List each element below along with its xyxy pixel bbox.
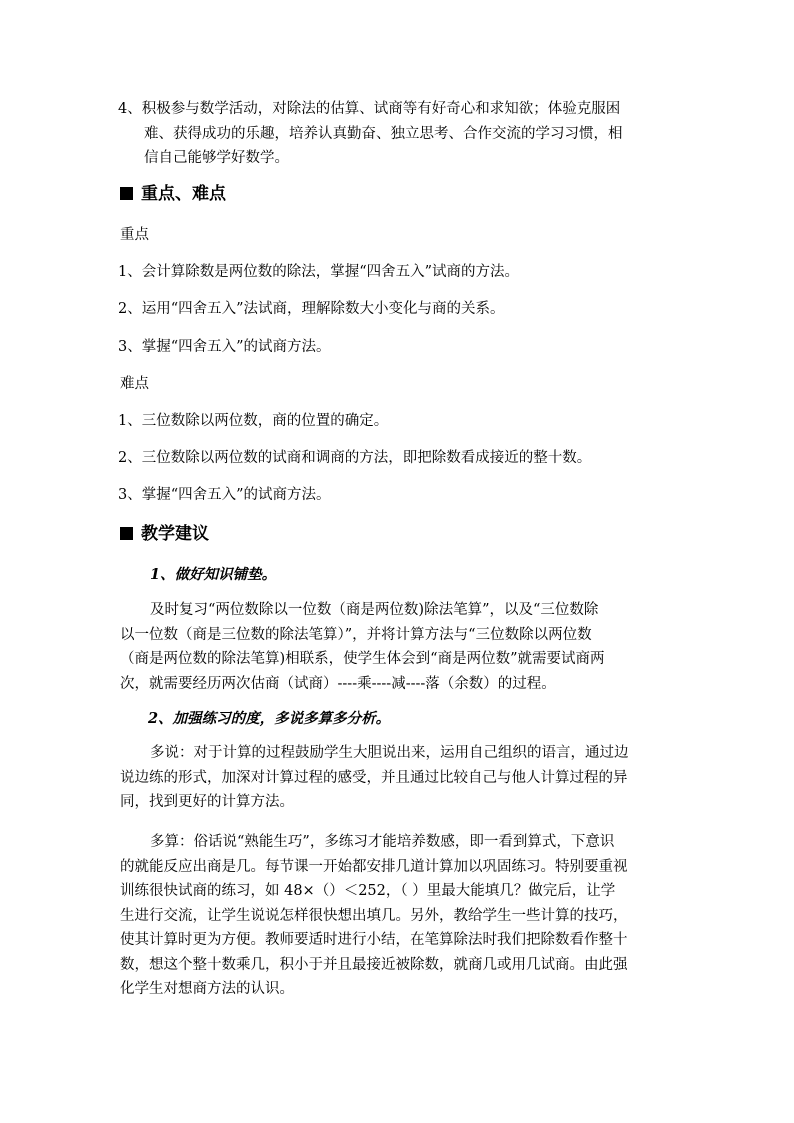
section-heading-suggestions	[120, 521, 209, 547]
item-4-paragraph	[118, 97, 688, 171]
calc-paragraph	[120, 830, 690, 1002]
calc-line-2: 的就能反应出商是几。每节课一开始都安排几道计算加以巩固练习。特别要重视	[120, 858, 628, 875]
suggestion-2-title: 2、加强练习的度，多说多算多分析。	[148, 710, 391, 727]
focus-item-1: 1、会计算除数是两位数的除法，掌握“四舍五入”试商的方法。	[118, 264, 520, 280]
section-heading-key-points	[120, 181, 226, 207]
square-bullet-icon	[120, 187, 133, 200]
focus-label: 重点	[120, 227, 149, 243]
suggestion-1-line-1: 及时复习“两位数除以一位数（商是两位数)除法笔算”，以及“三位数除	[150, 602, 599, 618]
talk-line-1: 多说：对于计算的过程鼓励学生大胆说出来，运用自己组织的语言，通过边	[150, 745, 629, 761]
square-bullet-icon	[120, 527, 133, 540]
section-title-suggestions: 教学建议	[141, 524, 209, 544]
calc-line-6: 数，想这个整十数乘几，积小于并且最接近被除数，就商几或用几试商。由此强	[120, 956, 628, 973]
difficulty-item-3: 3、掌握“四舍五入”的试商方法。	[118, 487, 331, 503]
calc-line-4: 生进行交流，让学生说说怎样很快想出填几。另外，教给学生一些计算的技巧，	[120, 907, 628, 924]
difficulty-label: 难点	[120, 376, 149, 392]
item-4-line-1: 4、积极参与数学活动，对除法的估算、试商等有好奇心和求知欲；体验克服困	[118, 101, 621, 117]
calc-line-3: 训练很快试商的练习，如 48×（）＜252，（ ）里最大能填几？做完后，让学	[120, 883, 616, 899]
talk-line-3: 同，找到更好的计算方法。	[120, 794, 294, 810]
calc-line-7: 化学生对想商方法的认识。	[120, 981, 294, 997]
suggestion-1-line-4: 次，就需要经历两次估商（试商）----乘----减----落（余数）的过程。	[120, 675, 556, 692]
focus-item-3: 3、掌握“四舍五入”的试商方法。	[118, 339, 331, 355]
talk-line-2: 说边练的形式，加深对计算过程的感受，并且通过比较自己与他人计算过程的异	[120, 769, 628, 786]
suggestion-1-line-3: （商是两位数的除法笔算)相联系，使学生体会到“商是两位数”就需要试商两	[120, 651, 605, 667]
suggestion-1-paragraph	[120, 598, 690, 696]
calc-line-1: 多算：俗话说“熟能生巧”，多练习才能培养数感，即一看到算式，下意识	[150, 834, 615, 850]
suggestion-1-title: 1、做好知识铺垫。	[150, 566, 277, 583]
suggestion-1-line-2: 以一位数（商是三位数的除法笔算）”，并将计算方法与“三位数除以两位数	[120, 626, 592, 643]
calc-line-5: 使其计算时更为方便。教师要适时进行小结，在笔算除法时我们把除数看作整十	[120, 932, 628, 948]
focus-item-2: 2、运用“四舍五入”法试商，理解除数大小变化与商的关系。	[118, 301, 505, 317]
difficulty-item-2: 2、三位数除以两位数的试商和调商的方法，即把除数看成接近的整十数。	[118, 450, 592, 466]
talk-paragraph	[120, 741, 690, 815]
difficulty-item-1: 1、三位数除以两位数，商的位置的确定。	[118, 413, 389, 429]
item-4-line-3: 信自己能够学好数学。	[144, 150, 289, 166]
item-4-line-2: 难、获得成功的乐趣，培养认真勤奋、独立思考、合作交流的学习习惯，相	[144, 125, 623, 142]
section-title-key-points: 重点、难点	[141, 184, 226, 204]
